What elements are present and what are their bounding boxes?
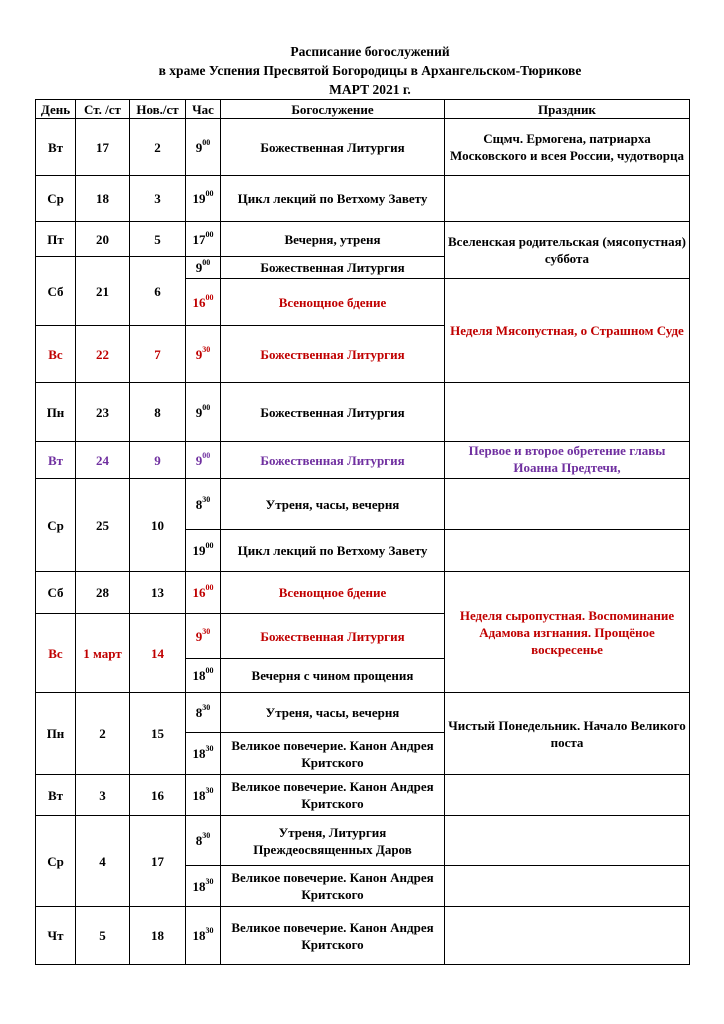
service-cell: Цикл лекций по Ветхому Завету: [221, 176, 445, 222]
old-date-cell: 17: [76, 119, 130, 176]
service-cell: Великое повечерие. Канон Андрея Критского: [221, 907, 445, 965]
new-date-cell: 6: [130, 257, 186, 326]
time-cell: $18^{30}$: [186, 733, 221, 775]
time-cell: $9^{00}$: [186, 119, 221, 176]
feast-cell: Неделя сыропустная. Воспоминание Адамова изгнания. Прощёное воскресенье: [445, 572, 690, 693]
feast-cell: Сщмч. Ермогена, патриарха Московского и всея России, чудотворца: [445, 119, 690, 176]
feast-cell: Вселенская родительская (мясопустная) суббота: [445, 222, 690, 279]
day-cell: Ср: [36, 479, 76, 572]
day-cell: Пн: [36, 383, 76, 442]
new-date-cell: 5: [130, 222, 186, 257]
time-cell: $8^{30}$: [186, 479, 221, 530]
old-date-cell: 2: [76, 693, 130, 775]
time-cell: $18^{30}$: [186, 866, 221, 907]
day-cell: Чт: [36, 907, 76, 965]
feast-cell: [445, 775, 690, 816]
table-row: [36, 383, 690, 442]
time-cell: $9^{30}$: [186, 614, 221, 659]
feast-cell: [445, 816, 690, 866]
day-cell: Пн: [36, 693, 76, 775]
feast-cell: Первое и второе обретение главы Иоанна Предтечи,: [445, 442, 690, 479]
day-cell: Вс: [36, 326, 76, 383]
new-date-cell: 17: [130, 816, 186, 907]
table-header-row: [36, 100, 690, 119]
service-cell: Божественная Литургия: [221, 257, 445, 279]
time-cell: $19^{00}$: [186, 176, 221, 222]
time-cell: $9^{00}$: [186, 383, 221, 442]
time-cell: $18^{30}$: [186, 775, 221, 816]
day-cell: Вс: [36, 614, 76, 693]
col-service: Богослужение: [221, 100, 445, 119]
feast-cell: Чистый Понедельник. Начало Великого поста: [445, 693, 690, 775]
old-date-cell: 5: [76, 907, 130, 965]
new-date-cell: 15: [130, 693, 186, 775]
day-cell: Пт: [36, 222, 76, 257]
service-cell: Всенощное бдение: [221, 279, 445, 326]
schedule-table: [35, 99, 690, 965]
day-cell: Вт: [36, 775, 76, 816]
time-cell: $16^{00}$: [186, 572, 221, 614]
new-date-cell: 7: [130, 326, 186, 383]
new-date-cell: 2: [130, 119, 186, 176]
old-date-cell: 28: [76, 572, 130, 614]
service-cell: Божественная Литургия: [221, 614, 445, 659]
feast-cell: [445, 176, 690, 222]
table-row: [36, 816, 690, 866]
time-cell: $18^{00}$: [186, 659, 221, 693]
day-cell: Ср: [36, 176, 76, 222]
table-row: [36, 222, 690, 257]
month-year: МАРТ 2021 г.: [329, 82, 411, 97]
new-date-cell: 3: [130, 176, 186, 222]
old-date-cell: 4: [76, 816, 130, 907]
feast-cell: [445, 907, 690, 965]
table-row: [36, 479, 690, 530]
new-date-cell: 14: [130, 614, 186, 693]
church-name: в храме Успения Пресвятой Богородицы в Архангельском-Тюрикове: [158, 63, 582, 78]
new-date-cell: 8: [130, 383, 186, 442]
old-date-cell: 22: [76, 326, 130, 383]
service-cell: Вечерня, утреня: [221, 222, 445, 257]
day-cell: Сб: [36, 257, 76, 326]
service-cell: Вечерня с чином прощения: [221, 659, 445, 693]
feast-cell: [445, 383, 690, 442]
old-date-cell: 18: [76, 176, 130, 222]
time-cell: $8^{30}$: [186, 816, 221, 866]
service-cell: Божественная Литургия: [221, 442, 445, 479]
new-date-cell: 13: [130, 572, 186, 614]
service-cell: Утреня, часы, вечерня: [221, 479, 445, 530]
service-cell: Великое повечерие. Канон Андрея Критского: [221, 866, 445, 907]
service-cell: Божественная Литургия: [221, 119, 445, 176]
service-cell: Божественная Литургия: [221, 383, 445, 442]
new-date-cell: 16: [130, 775, 186, 816]
time-cell: $9^{00}$: [186, 257, 221, 279]
old-date-cell: 3: [76, 775, 130, 816]
col-old-style: Ст. /ст: [76, 100, 130, 119]
new-date-cell: 9: [130, 442, 186, 479]
day-cell: Вт: [36, 442, 76, 479]
time-cell: $8^{30}$: [186, 693, 221, 733]
col-hour: Час: [186, 100, 221, 119]
service-cell: Всенощное бдение: [221, 572, 445, 614]
table-row: [36, 693, 690, 733]
time-cell: $17^{00}$: [186, 222, 221, 257]
day-cell: Вт: [36, 119, 76, 176]
feast-cell: [445, 479, 690, 530]
old-date-cell: 1 март: [76, 614, 130, 693]
feast-cell: [445, 866, 690, 907]
service-cell: Божественная Литургия: [221, 326, 445, 383]
table-row: [36, 907, 690, 965]
col-day: День: [36, 100, 76, 119]
schedule-title: Расписание богослужений: [290, 44, 450, 59]
service-cell: Великое повечерие. Канон Андрея Критского: [221, 775, 445, 816]
new-date-cell: 10: [130, 479, 186, 572]
day-cell: Ср: [36, 816, 76, 907]
new-date-cell: 18: [130, 907, 186, 965]
service-cell: Утреня, часы, вечерня: [221, 693, 445, 733]
time-cell: $9^{00}$: [186, 442, 221, 479]
old-date-cell: 21: [76, 257, 130, 326]
service-cell: Утреня, Литургия Преждеосвященных Даров: [221, 816, 445, 866]
time-cell: $18^{30}$: [186, 907, 221, 965]
time-cell: $19^{00}$: [186, 530, 221, 572]
service-cell: Великое повечерие. Канон Андрея Критского: [221, 733, 445, 775]
time-cell: $16^{00}$: [186, 279, 221, 326]
col-feast: Праздник: [445, 100, 690, 119]
table-row: [36, 775, 690, 816]
time-cell: $9^{30}$: [186, 326, 221, 383]
service-cell: Цикл лекций по Ветхому Завету: [221, 530, 445, 572]
table-row: [36, 572, 690, 614]
col-new-style: Нов./ст: [130, 100, 186, 119]
table-row: [36, 442, 690, 479]
old-date-cell: 23: [76, 383, 130, 442]
day-cell: Сб: [36, 572, 76, 614]
feast-cell: [445, 530, 690, 572]
table-row: [36, 119, 690, 176]
old-date-cell: 24: [76, 442, 130, 479]
old-date-cell: 25: [76, 479, 130, 572]
feast-cell: Неделя Мясопустная, о Страшном Суде: [445, 279, 690, 383]
old-date-cell: 20: [76, 222, 130, 257]
table-row: [36, 176, 690, 222]
